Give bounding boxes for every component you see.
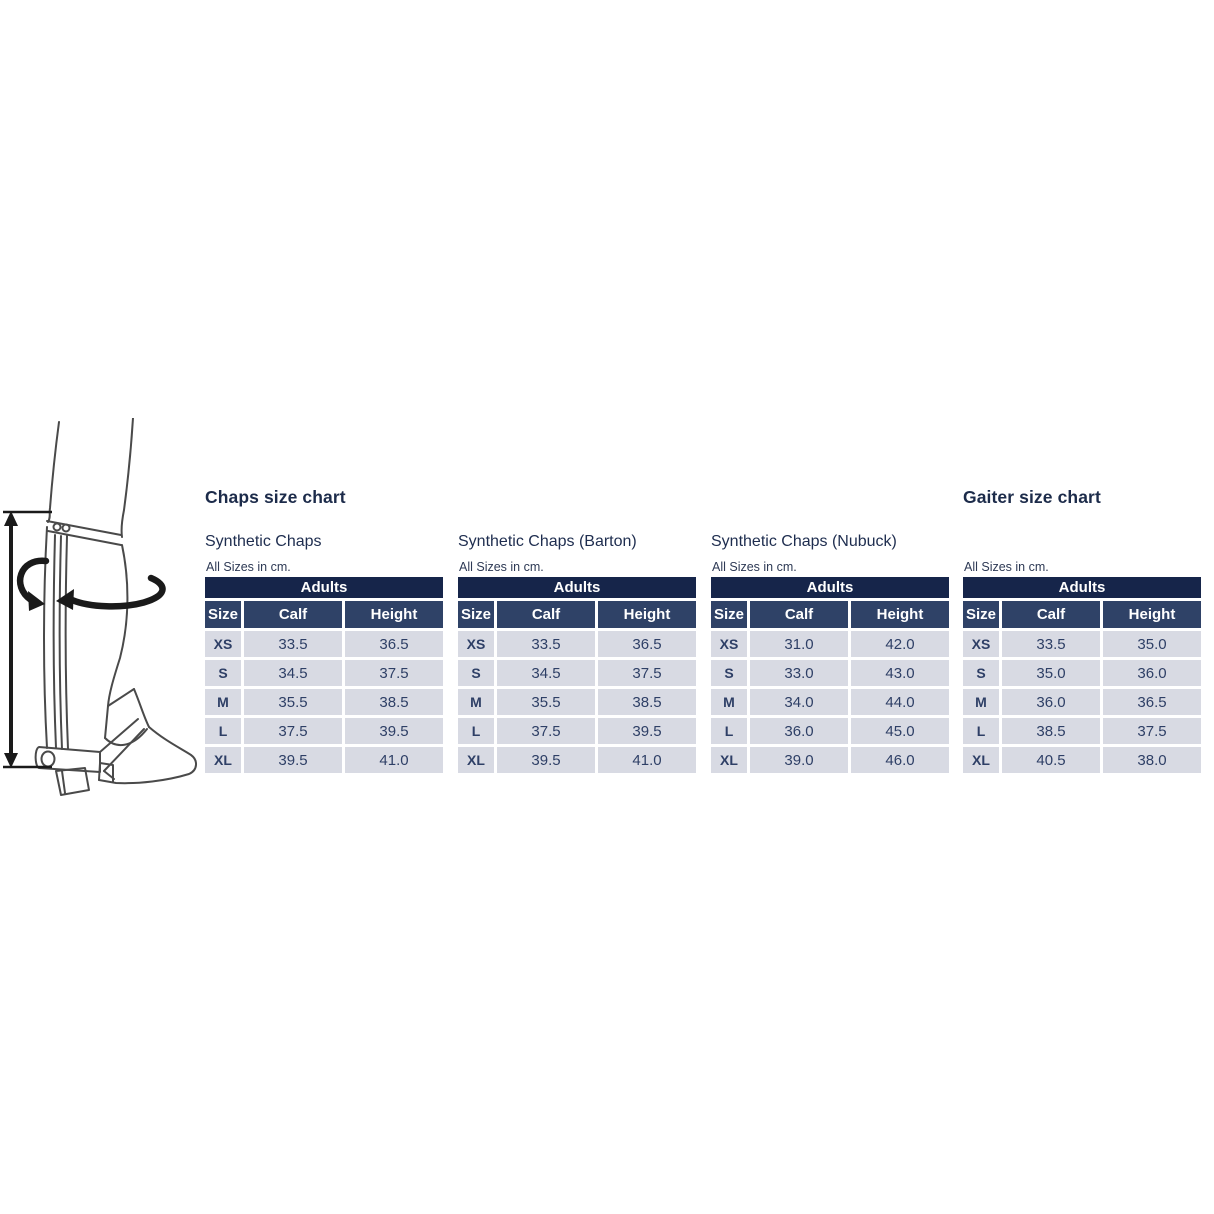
calf-value-cell: 38.5	[1002, 718, 1100, 744]
column-header-calf: Calf	[497, 601, 595, 628]
table-row	[711, 747, 949, 773]
table-block-synthetic-chaps-barton	[458, 531, 700, 776]
height-value-cell: 39.5	[598, 718, 696, 744]
size-table	[202, 574, 446, 776]
calf-value-cell: 37.5	[244, 718, 342, 744]
height-value-cell: 38.5	[598, 689, 696, 715]
calf-value-cell: 35.5	[244, 689, 342, 715]
calf-arrow-left-curl	[20, 561, 46, 600]
group-header: Adults	[963, 577, 1201, 598]
table-row	[711, 718, 949, 744]
table-row	[458, 631, 696, 657]
size-table	[455, 574, 699, 776]
size-label-cell: L	[458, 718, 494, 744]
leg-measurement-illustration	[0, 418, 205, 803]
table-row	[458, 718, 696, 744]
unit-note: All Sizes in cm.	[206, 560, 291, 574]
table-row	[963, 660, 1201, 686]
size-label-cell: L	[963, 718, 999, 744]
table-block-gaiter	[963, 531, 1205, 776]
table-row	[963, 631, 1201, 657]
table-row	[205, 747, 443, 773]
height-value-cell: 36.0	[1103, 660, 1201, 686]
table-row	[205, 631, 443, 657]
size-table	[708, 574, 952, 776]
column-header-size: Size	[963, 601, 999, 628]
size-label-cell: XS	[963, 631, 999, 657]
size-label-cell: XS	[458, 631, 494, 657]
height-value-cell: 35.0	[1103, 631, 1201, 657]
column-header-calf: Calf	[1002, 601, 1100, 628]
size-table	[960, 574, 1204, 776]
height-value-cell: 44.0	[851, 689, 949, 715]
height-value-cell: 42.0	[851, 631, 949, 657]
table-title	[963, 531, 1205, 553]
height-value-cell: 38.0	[1103, 747, 1201, 773]
table-row	[205, 718, 443, 744]
calf-value-cell: 34.0	[750, 689, 848, 715]
column-header-height: Height	[345, 601, 443, 628]
table-block-synthetic-chaps-nubuck	[711, 531, 953, 776]
column-header-calf: Calf	[244, 601, 342, 628]
size-label-cell: XL	[711, 747, 747, 773]
height-value-cell: 37.5	[598, 660, 696, 686]
height-value-cell: 41.0	[345, 747, 443, 773]
column-header-size: Size	[711, 601, 747, 628]
calf-value-cell: 40.5	[1002, 747, 1100, 773]
size-label-cell: L	[205, 718, 241, 744]
group-header: Adults	[458, 577, 696, 598]
calf-value-cell: 35.5	[497, 689, 595, 715]
table-row	[458, 660, 696, 686]
table-row	[458, 747, 696, 773]
unit-note: All Sizes in cm.	[459, 560, 544, 574]
calf-value-cell: 35.0	[1002, 660, 1100, 686]
height-value-cell: 46.0	[851, 747, 949, 773]
calf-value-cell: 33.5	[1002, 631, 1100, 657]
size-label-cell: S	[458, 660, 494, 686]
size-label-cell: XL	[205, 747, 241, 773]
group-header: Adults	[205, 577, 443, 598]
calf-value-cell: 33.0	[750, 660, 848, 686]
column-header-height: Height	[851, 601, 949, 628]
height-value-cell: 41.0	[598, 747, 696, 773]
calf-value-cell: 31.0	[750, 631, 848, 657]
height-value-cell: 38.5	[345, 689, 443, 715]
table-row	[205, 660, 443, 686]
size-label-cell: S	[711, 660, 747, 686]
calf-value-cell: 33.5	[244, 631, 342, 657]
size-label-cell: L	[711, 718, 747, 744]
column-header-height: Height	[1103, 601, 1201, 628]
calf-value-cell: 39.0	[750, 747, 848, 773]
size-label-cell: M	[458, 689, 494, 715]
table-block-synthetic-chaps	[205, 531, 447, 776]
calf-value-cell: 34.5	[497, 660, 595, 686]
calf-arrow-ellipse	[72, 578, 163, 606]
table-row	[711, 689, 949, 715]
column-header-size: Size	[205, 601, 241, 628]
unit-note: All Sizes in cm.	[964, 560, 1049, 574]
size-label-cell: XS	[711, 631, 747, 657]
table-row	[963, 747, 1201, 773]
height-value-cell: 43.0	[851, 660, 949, 686]
table-title: Synthetic Chaps	[205, 533, 322, 550]
column-header-height: Height	[598, 601, 696, 628]
size-label-cell: S	[205, 660, 241, 686]
table-row	[711, 660, 949, 686]
size-label-cell: XL	[963, 747, 999, 773]
height-value-cell: 36.5	[345, 631, 443, 657]
table-title: Synthetic Chaps (Barton)	[458, 533, 637, 550]
height-value-cell: 36.5	[598, 631, 696, 657]
unit-note: All Sizes in cm.	[712, 560, 797, 574]
height-value-cell: 45.0	[851, 718, 949, 744]
height-value-cell: 37.5	[1103, 718, 1201, 744]
size-label-cell: M	[711, 689, 747, 715]
height-value-cell: 37.5	[345, 660, 443, 686]
size-label-cell: S	[963, 660, 999, 686]
column-header-calf: Calf	[750, 601, 848, 628]
column-header-size: Size	[458, 601, 494, 628]
table-row	[963, 718, 1201, 744]
group-header: Adults	[711, 577, 949, 598]
size-label-cell: M	[963, 689, 999, 715]
calf-value-cell: 39.5	[497, 747, 595, 773]
table-row	[458, 689, 696, 715]
calf-value-cell: 39.5	[244, 747, 342, 773]
calf-value-cell: 34.5	[244, 660, 342, 686]
size-label-cell: XS	[205, 631, 241, 657]
calf-value-cell: 33.5	[497, 631, 595, 657]
height-value-cell: 36.5	[1103, 689, 1201, 715]
table-row	[205, 689, 443, 715]
gaiter-size-chart-heading: Gaiter size chart	[963, 487, 1101, 507]
calf-value-cell: 36.0	[1002, 689, 1100, 715]
height-value-cell: 39.5	[345, 718, 443, 744]
table-row	[963, 689, 1201, 715]
chaps-size-chart-heading: Chaps size chart	[205, 487, 346, 507]
size-label-cell: M	[205, 689, 241, 715]
calf-value-cell: 36.0	[750, 718, 848, 744]
calf-value-cell: 37.5	[497, 718, 595, 744]
table-title: Synthetic Chaps (Nubuck)	[711, 533, 897, 550]
table-row	[711, 631, 949, 657]
size-label-cell: XL	[458, 747, 494, 773]
